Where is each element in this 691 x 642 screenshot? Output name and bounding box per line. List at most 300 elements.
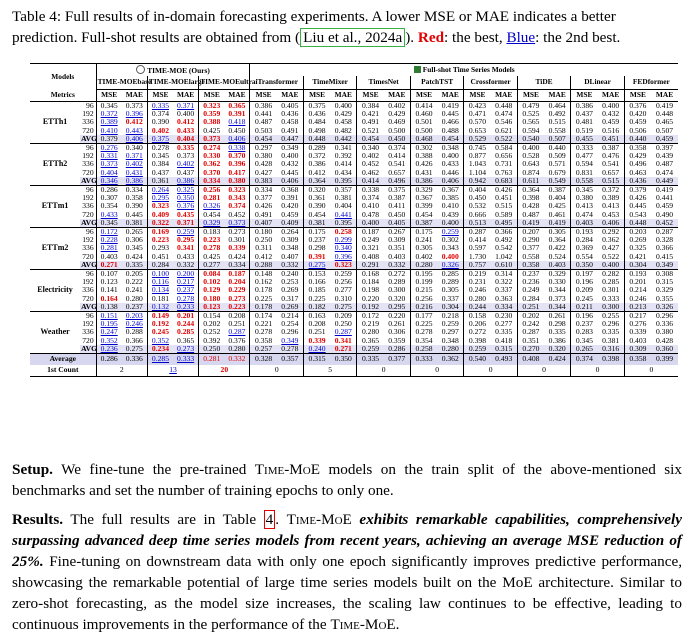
- table-cell: 0.390: [147, 118, 173, 126]
- table-cell: 0.193: [624, 270, 651, 279]
- table-cell: 0.308: [651, 270, 678, 279]
- table-cell: 0.230: [491, 312, 518, 321]
- table-cell: 0.219: [464, 270, 491, 279]
- table-cell: 0.348: [281, 243, 299, 253]
- table-cell: 0.275: [303, 261, 330, 270]
- table-cell: 0.468: [410, 135, 437, 144]
- table-cell: 0.428: [517, 202, 544, 210]
- table-cell: 0.256: [334, 277, 352, 287]
- table-cell: 0.334: [199, 177, 225, 186]
- table-cell: 0.426: [250, 202, 277, 210]
- table-cell: 0.187: [357, 228, 384, 237]
- table-cell: 0.361: [303, 194, 330, 202]
- horizon-label: 96: [80, 228, 96, 237]
- count-cell: 0: [571, 365, 624, 377]
- table-cell: 0.307: [96, 194, 122, 202]
- table-cell: 0.270: [517, 345, 544, 354]
- group-moe-label: TIME-MOE (Ours): [147, 65, 210, 75]
- mae-header: MAE: [651, 90, 678, 102]
- table-cell: 0.516: [602, 125, 620, 135]
- table-cell: 0.329: [655, 285, 674, 295]
- table-cell: 0.367: [437, 186, 464, 195]
- table-cell: 0.084: [199, 270, 225, 279]
- table-cell: 0.335: [548, 327, 566, 337]
- results-emphasis: exhibits remarkable capabilities, comprehensively surpassing advanced deep time series models from recent years, achieving an average MSE reduction of 25%.: [12, 511, 682, 570]
- table-cell: 0.474: [571, 211, 598, 219]
- citation-author: Liu et al.: [303, 29, 358, 46]
- table-cell: 0.273: [228, 293, 246, 303]
- table-cell: 0.425: [199, 127, 225, 135]
- table-cell: 0.285: [147, 354, 173, 366]
- table-cell: 0.199: [410, 278, 437, 286]
- table-cell: 0.367: [410, 194, 437, 202]
- table-cell: 0.398: [517, 194, 544, 202]
- table-cell: 0.653: [464, 127, 491, 135]
- mae-header: MAE: [384, 90, 411, 102]
- table-cell: 0.192: [147, 320, 173, 328]
- table-cell: 0.314: [491, 270, 518, 279]
- table-cell: 0.305: [410, 244, 437, 252]
- table-cell: 0.217: [177, 277, 195, 287]
- table-cell: 0.280: [437, 345, 464, 354]
- mse-header: MSE: [517, 90, 544, 102]
- table-cell: 0.329: [410, 186, 437, 195]
- table-cell: 0.295: [147, 194, 173, 202]
- table-cell: 0.419: [517, 219, 544, 228]
- table-cell: 0.250: [199, 345, 225, 354]
- table-cell: 0.328: [250, 354, 277, 366]
- table-cell: 0.408: [357, 253, 384, 261]
- dataset-name: Electricity: [30, 270, 80, 312]
- table-cell: 0.287: [464, 228, 491, 237]
- table-cell: 0.129: [199, 286, 225, 294]
- table-cell: 0.452: [357, 160, 384, 168]
- horizon-label: 720: [82, 209, 94, 219]
- horizon-label: 336: [82, 159, 94, 169]
- table-cell: 0.877: [464, 152, 491, 160]
- table-cell: 0.251: [303, 328, 330, 336]
- table-cell: 0.326: [199, 202, 225, 210]
- table-cell: 0.375: [303, 102, 330, 111]
- table-cell: 0.745: [464, 144, 491, 153]
- table-cell: 0.332: [277, 261, 304, 270]
- table-cell: 0.440: [624, 135, 651, 144]
- table-cell: 0.309: [388, 235, 406, 245]
- table-cell: 0.338: [357, 186, 384, 195]
- table-cell: 0.412: [177, 117, 195, 127]
- table-cell: 0.387: [544, 186, 571, 195]
- table-cell: 0.390: [303, 202, 330, 210]
- table-cell: 0.403: [571, 219, 598, 228]
- table-cell: 0.352: [147, 337, 173, 345]
- table-cell: 0.379: [96, 135, 122, 144]
- models-header: Models: [30, 64, 96, 90]
- table-cell: 0.166: [303, 278, 330, 286]
- model-header-row: [30, 76, 678, 90]
- table-cell: 0.377: [384, 354, 411, 366]
- table-cell: 0.281: [199, 194, 225, 202]
- mae-header: MAE: [437, 90, 464, 102]
- model-header: FEDformer: [624, 76, 678, 90]
- table-cell: 0.298: [303, 244, 330, 252]
- table-cell: 0.479: [517, 102, 544, 111]
- count-cell: 0: [250, 365, 303, 377]
- table-cell: 0.396: [228, 159, 246, 169]
- table-cell: 0.874: [517, 169, 544, 177]
- table-cell: 0.311: [250, 244, 277, 252]
- table-cell: 0.315: [303, 354, 330, 366]
- table-cell: 0.278: [199, 244, 225, 252]
- table-cell: 0.423: [464, 102, 491, 111]
- table-cell: 0.302: [441, 235, 459, 245]
- table-cell: 0.419: [651, 186, 678, 195]
- table-cell: 1.730: [464, 253, 491, 261]
- table-cell: 0.320: [303, 186, 330, 195]
- first-count-label: 1st Count: [30, 365, 96, 377]
- horizon-label: 192: [82, 193, 94, 203]
- mse-header: MSE: [624, 90, 651, 102]
- model-header: PatchTST: [410, 76, 463, 90]
- model-header: TIME-MOEultra: [199, 76, 250, 90]
- table-cell: 0.240: [303, 345, 330, 354]
- table-cell: 0.123: [199, 303, 225, 312]
- count-cell: 0: [410, 365, 463, 377]
- table-cell: 0.522: [602, 251, 620, 261]
- average-label: Average: [30, 354, 96, 366]
- table-cell: 0.187: [224, 270, 250, 279]
- table-cell: 0.373: [224, 219, 250, 228]
- table-cell: 0.474: [495, 109, 513, 119]
- table-cell: 0.450: [388, 209, 406, 219]
- table-cell: 0.276: [96, 144, 122, 153]
- mse-header: MSE: [303, 90, 330, 102]
- table-cell: 0.389: [602, 193, 620, 203]
- table-cell: 0.149: [147, 312, 173, 321]
- table-cell: 0.259: [357, 345, 384, 354]
- table-cell: 0.400: [357, 219, 384, 228]
- setup-paragraph: [12, 459, 682, 501]
- group-header-moe: [96, 64, 250, 77]
- table-cell: 0.424: [544, 354, 571, 366]
- table-cell: 0.267: [384, 228, 411, 237]
- table-cell: 0.445: [441, 109, 459, 119]
- table-cell: 0.594: [571, 160, 598, 168]
- table-cell: 0.203: [122, 312, 148, 321]
- table-cell: 0.501: [410, 118, 437, 126]
- average-row: [30, 354, 678, 366]
- table-cell: 0.348: [437, 144, 464, 153]
- caption-text-d: : the 2nd best.: [535, 29, 621, 46]
- table-cell: 0.178: [250, 303, 277, 312]
- table-caption: [12, 6, 682, 48]
- table-cell: 0.488: [441, 125, 459, 135]
- table-cell: 0.519: [571, 127, 598, 135]
- model-header: TimeMixer: [303, 76, 356, 90]
- table-cell: 0.373: [177, 151, 195, 161]
- table-cell: 0.280: [125, 293, 143, 303]
- table-cell: 0.302: [410, 144, 437, 153]
- table-cell: 0.400: [602, 101, 620, 110]
- table-cell: 0.182: [303, 303, 330, 312]
- table-cell: 0.334: [491, 303, 518, 312]
- table-cell: 0.351: [517, 337, 544, 345]
- table-cell: 0.454: [250, 135, 277, 144]
- table-cell: 0.339: [624, 328, 651, 336]
- table-cell: 0.164: [96, 295, 122, 303]
- table-cell: 0.369: [571, 244, 598, 252]
- table-cell: 0.449: [651, 177, 678, 186]
- table-cell: 0.374: [147, 110, 173, 118]
- table-cell: 0.180: [250, 228, 277, 237]
- table-cell: 0.414: [410, 102, 437, 111]
- table-cell: 0.491: [281, 125, 299, 135]
- table-cell: 0.377: [250, 194, 277, 202]
- count-cell: 20: [199, 365, 250, 377]
- table-cell: 0.364: [548, 235, 566, 245]
- table-cell: 0.424: [228, 251, 246, 261]
- table-cell: 0.251: [228, 319, 246, 329]
- setup-text-b: models on the train split of the above-mentioned six benchmarks and set the number of training epochs to only one.: [12, 461, 682, 499]
- table-cell: 0.432: [281, 159, 299, 169]
- table-cell: 0.384: [357, 102, 384, 111]
- table-cell: 0.383: [250, 177, 277, 186]
- table-cell: 0.335: [357, 354, 384, 366]
- table-cell: 0.487: [250, 118, 277, 126]
- table-cell: 0.332: [224, 354, 250, 366]
- table-cell: 0.431: [410, 169, 437, 177]
- table-cell: 0.177: [410, 312, 437, 321]
- table-cell: 0.397: [651, 144, 678, 153]
- table-cell: 0.421: [624, 253, 651, 261]
- table-cell: 0.380: [655, 327, 674, 337]
- horizon-label: 96: [80, 270, 96, 279]
- table-cell: 0.358: [250, 337, 277, 345]
- table-cell: 0.271: [330, 345, 357, 354]
- table-cell: 0.476: [602, 151, 620, 161]
- table-cell: 0.336: [655, 319, 674, 329]
- count-cell: 5: [303, 365, 356, 377]
- table-cell: 0.404: [334, 201, 352, 211]
- table-cell: 0.184: [357, 278, 384, 286]
- table-cell: 0.277: [334, 285, 352, 295]
- mse-header: MSE: [199, 90, 225, 102]
- table-cell: 0.134: [147, 286, 173, 294]
- table-cell: 0.332: [173, 261, 199, 270]
- table-cell: 0.359: [199, 110, 225, 118]
- dataset-name: Weather: [30, 312, 80, 354]
- table-cell: 0.329: [544, 270, 571, 279]
- table-cell: 0.219: [357, 320, 384, 328]
- table-cell: 0.214: [624, 286, 651, 294]
- table-cell: 1.042: [495, 251, 513, 261]
- table-cell: 0.195: [96, 320, 122, 328]
- table-cell: 0.428: [250, 160, 277, 168]
- table-cell: 0.338: [224, 144, 250, 153]
- table-cell: 0.269: [624, 236, 651, 244]
- table-cell: 0.411: [388, 201, 406, 211]
- table-cell: 0.406: [277, 177, 304, 186]
- table-cell: 0.420: [281, 201, 299, 211]
- table-cell: 0.333: [571, 144, 598, 153]
- table-cell: 0.435: [177, 209, 195, 219]
- mae-header: MAE: [330, 90, 357, 102]
- table-cell: 0.386: [173, 177, 199, 186]
- horizon-label: 720: [82, 125, 94, 135]
- table-cell: 0.291: [357, 261, 384, 270]
- table-cell: 0.269: [281, 285, 299, 295]
- table-cell: 0.482: [334, 125, 352, 135]
- table-cell: 0.237: [177, 285, 195, 295]
- table-cell: 0.414: [357, 177, 384, 186]
- table-cell: 0.315: [655, 277, 674, 287]
- horizon-label: 192: [82, 277, 94, 287]
- horizon-label: 720: [82, 293, 94, 303]
- table-cell: 0.153: [303, 270, 330, 279]
- table-cell: 0.344: [544, 303, 571, 312]
- table-cell: 0.355: [655, 293, 674, 303]
- table-cell: 1.104: [464, 169, 491, 177]
- results-text-c: Fine-tuning on downstream data with only one epoch significantly improves predictive performance, showcasing the remarkable potential of large time series models built on the MoE architecture. Similar to zero-shot forecasting, as the model size increases, the scaling law continues to be effective, leading to continuous improvements in the performance of the: [12, 553, 682, 633]
- table-cell: 0.265: [122, 228, 148, 237]
- table-cell: 0.351: [388, 243, 406, 253]
- table-cell: 0.365: [357, 337, 384, 345]
- table-cell: 0.132: [147, 303, 173, 312]
- table-cell: 0.400: [517, 144, 544, 153]
- table-cell: 0.487: [655, 159, 674, 169]
- table-ref-link[interactable]: 4: [265, 511, 274, 528]
- table-cell: 0.289: [441, 277, 459, 287]
- table-cell: 0.366: [125, 335, 143, 345]
- table-cell: 0.380: [571, 194, 598, 202]
- table-cell: 0.297: [250, 144, 277, 153]
- table-cell: 0.283: [571, 328, 598, 336]
- table-cell: 0.503: [250, 127, 277, 135]
- table-cell: 0.286: [96, 186, 122, 195]
- table-cell: 0.366: [491, 228, 518, 237]
- table-cell: 0.426: [624, 194, 651, 202]
- table-cell: 0.349: [281, 335, 299, 345]
- table-cell: 0.381: [334, 193, 352, 203]
- table-cell: 0.237: [517, 270, 544, 279]
- table-cell: 0.181: [147, 295, 173, 303]
- table-cell: 0.225: [410, 320, 437, 328]
- table-cell: 0.410: [96, 127, 122, 135]
- table-cell: 0.498: [303, 127, 330, 135]
- table-cell: 0.340: [122, 144, 148, 153]
- table-cell: 0.731: [495, 159, 513, 169]
- table-cell: 0.387: [388, 193, 406, 203]
- results-table-body: [30, 102, 678, 377]
- table-cell: 0.180: [199, 295, 225, 303]
- table-cell: 0.282: [598, 270, 625, 279]
- table-cell: 0.371: [173, 219, 199, 228]
- table-cell: 0.541: [388, 159, 406, 169]
- table-cell: 0.331: [96, 152, 122, 160]
- table-cell: 0.439: [655, 151, 674, 161]
- table-cell: 0.487: [517, 211, 544, 219]
- table-cell: 0.507: [544, 135, 571, 144]
- horizon-label: AVG: [81, 343, 97, 353]
- table-cell: 0.244: [177, 319, 195, 329]
- table-cell: 0.621: [495, 125, 513, 135]
- table-cell: 0.206: [464, 320, 491, 328]
- table-cell: 0.451: [147, 253, 173, 261]
- results-text-b: .: [275, 511, 287, 528]
- mae-header: MAE: [598, 90, 625, 102]
- table-cell: 0.373: [125, 101, 143, 110]
- table-cell: 0.376: [228, 335, 246, 345]
- table-cell: 0.362: [602, 235, 620, 245]
- table-cell: 0.208: [224, 312, 250, 321]
- table-cell: 0.460: [410, 110, 437, 118]
- mse-header: MSE: [464, 90, 491, 102]
- dataset-name: ETTm1: [30, 186, 80, 228]
- table-cell: 0.358: [624, 144, 651, 153]
- table-cell: 0.208: [303, 320, 330, 328]
- table-cell: 0.391: [303, 253, 330, 261]
- table-cell: 0.362: [199, 160, 225, 168]
- table-cell: 0.529: [464, 135, 491, 144]
- table-cell: 0.325: [173, 186, 199, 195]
- table-cell: 0.335: [602, 327, 620, 337]
- horizon-label: AVG: [81, 133, 97, 143]
- table-cell: 0.400: [441, 151, 459, 161]
- table-cell: 0.198: [357, 286, 384, 294]
- table-cell: 0.333: [173, 354, 199, 366]
- table-cell: 0.259: [173, 228, 199, 237]
- table-cell: 0.258: [330, 228, 357, 237]
- model-header: iTransformer: [250, 76, 303, 90]
- table-cell: 0.391: [228, 109, 246, 119]
- table-cell: 0.611: [517, 177, 544, 186]
- table-cell: 0.521: [357, 127, 384, 135]
- table-cell: 0.491: [250, 211, 277, 219]
- table-cell: 0.490: [655, 209, 674, 219]
- table-cell: 0.448: [624, 219, 651, 228]
- table-cell: 0.202: [517, 312, 544, 321]
- table-cell: 0.322: [147, 219, 173, 228]
- table-cell: 0.240: [277, 270, 304, 279]
- table-cell: 0.345: [96, 219, 122, 228]
- table-cell: 0.656: [495, 151, 513, 161]
- table-cell: 0.323: [147, 202, 173, 210]
- mse-header: MSE: [147, 90, 173, 102]
- table-cell: 0.379: [624, 186, 651, 195]
- table-cell: 0.400: [177, 109, 195, 119]
- blue-legend: Blue: [506, 29, 536, 46]
- table-cell: 0.500: [410, 127, 437, 135]
- citation-link[interactable]: [300, 28, 405, 47]
- table-cell: 0.404: [548, 193, 566, 203]
- table-cell: 0.287: [651, 228, 678, 237]
- red-legend: Red: [417, 29, 445, 46]
- table-cell: 0.376: [624, 102, 651, 111]
- table-cell: 0.350: [571, 261, 598, 270]
- table-cell: 0.441: [334, 209, 352, 219]
- table-cell: 0.441: [250, 110, 277, 118]
- table-cell: 0.223: [147, 236, 173, 244]
- model-name-end: Time-MoE: [330, 616, 396, 633]
- table-cell: 0.207: [517, 228, 544, 237]
- table-cell: 0.565: [517, 118, 544, 126]
- table-cell: 0.281: [96, 244, 122, 252]
- table-cell: 0.245: [571, 295, 598, 303]
- table-cell: 0.831: [571, 169, 598, 177]
- table-cell: 0.478: [357, 211, 384, 219]
- table-cell: 0.172: [96, 228, 122, 237]
- table-cell: 0.306: [125, 235, 143, 245]
- table-cell: 0.373: [199, 135, 225, 144]
